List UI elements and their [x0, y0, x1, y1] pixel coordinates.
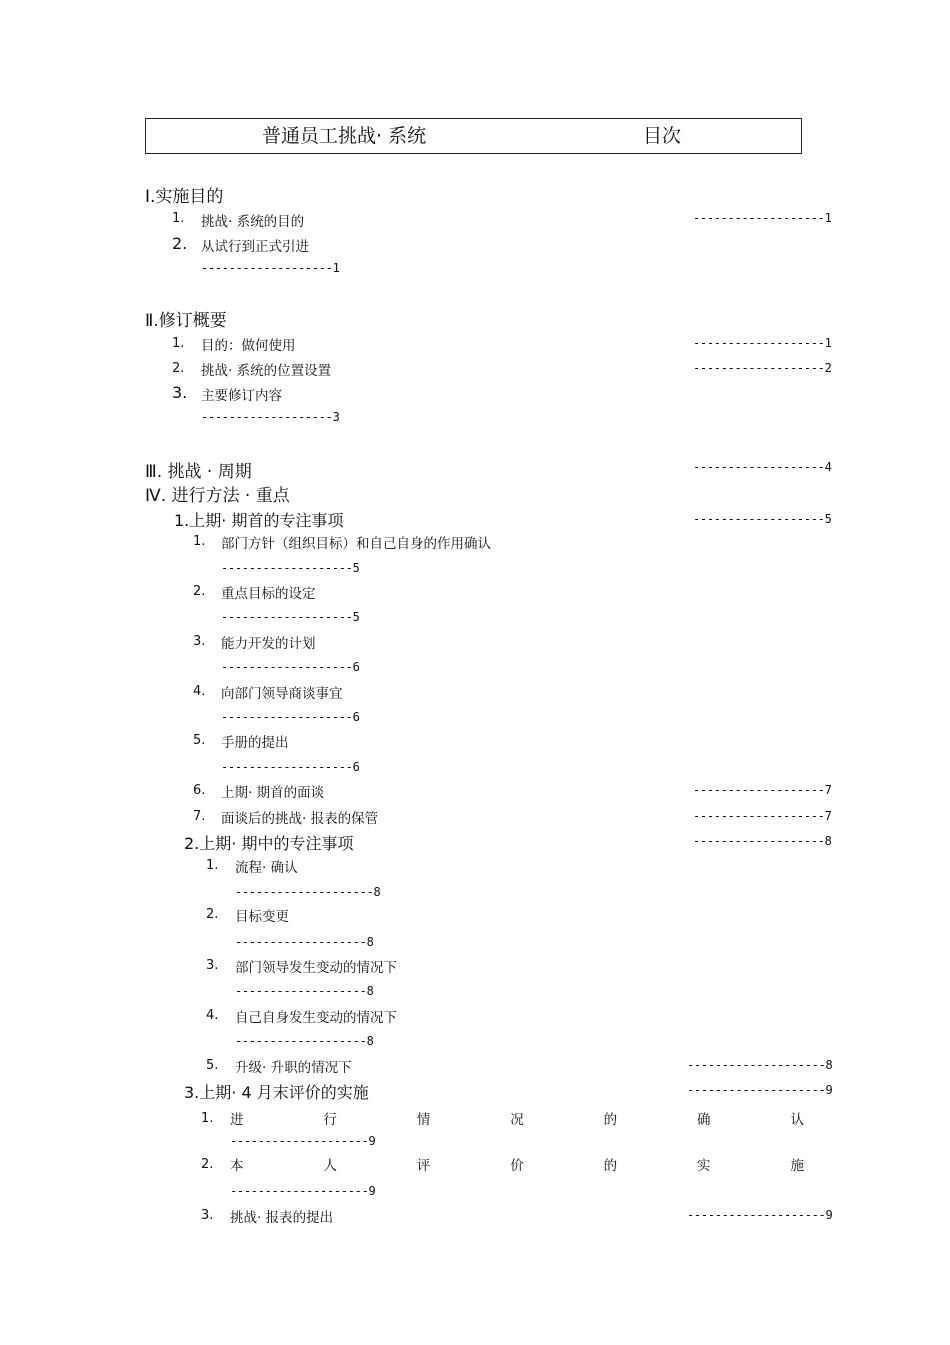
toc-item-text-justified [230, 1154, 804, 1174]
toc-item-number: 1. [193, 534, 206, 549]
toc-item-text: 挑战· 报表的提出 [230, 1210, 334, 1226]
toc-item-leader: -------------------8 [235, 984, 374, 998]
toc-item-text: 部门领导发生变动的情况下 [235, 960, 397, 976]
toc-char: 的 [603, 1112, 618, 1128]
toc-char: 本 [230, 1158, 244, 1174]
toc-item-number: 2. [201, 1157, 214, 1172]
toc-item-number: 2. [172, 361, 185, 376]
toc-item-leader: -------------------6 [221, 760, 360, 774]
toc-item-text: 自己自身发生变动的情况下 [235, 1010, 397, 1026]
toc-label: 目次 [643, 125, 682, 147]
toc-item-leader: -------------------4 [693, 460, 832, 474]
toc-char: 况 [510, 1112, 524, 1128]
toc-item-number: 3. [201, 1208, 214, 1223]
toc-char: 实 [697, 1158, 711, 1174]
toc-item-leader: --------------------9 [687, 1208, 833, 1222]
toc-item-number: 1. [206, 858, 219, 873]
toc-item-number: 1. [172, 211, 185, 226]
toc-char: 价 [510, 1158, 524, 1174]
toc-item-text: 从试行到正式引进 [201, 239, 309, 255]
toc-item-leader: -------------------1 [201, 261, 340, 275]
toc-item-number: 2. [193, 584, 206, 599]
toc-item-leader: -------------------8 [235, 1034, 374, 1048]
toc-item-text: 上期· 期首的面谈 [221, 785, 325, 801]
toc-char: 行 [323, 1112, 337, 1128]
toc-item-number: 2. [206, 907, 219, 922]
toc-item-leader: -------------------2 [693, 361, 832, 375]
toc-item-text: 向部门领导商谈事宜 [221, 686, 343, 702]
toc-item-text: 目标变更 [235, 909, 289, 925]
toc-item-leader: --------------------9 [230, 1134, 376, 1148]
toc-item-text: 挑战· 系统的目的 [201, 214, 305, 230]
toc-item-leader: -------------------6 [221, 660, 360, 674]
toc-item-leader: -------------------3 [201, 410, 340, 424]
toc-item-leader: -------------------1 [693, 211, 832, 225]
toc-item-leader: --------------------9 [230, 1184, 376, 1198]
toc-char: 评 [416, 1158, 431, 1174]
toc-item-number: 2. [172, 234, 188, 253]
subsection-title: 3.上期· 4 月末评价的实施 [184, 1083, 369, 1102]
toc-item-leader: -------------------7 [693, 783, 832, 797]
toc-header-box [145, 118, 802, 154]
toc-item-leader: -------------------6 [221, 710, 360, 724]
toc-item-number: 3. [206, 958, 219, 973]
toc-item-number: 5. [206, 1058, 219, 1073]
toc-char: 确 [697, 1112, 711, 1128]
toc-item-number: 1. [201, 1111, 214, 1126]
toc-item-number: 7. [193, 809, 206, 824]
toc-item-text: 面谈后的挑战· 报表的保管 [221, 811, 379, 827]
toc-item-leader: --------------------9 [687, 1083, 833, 1097]
toc-item-number: 4. [193, 684, 206, 699]
toc-char: 情 [416, 1112, 431, 1128]
document-title: 普通员工挑战· 系统 [262, 125, 427, 147]
toc-item-text: 流程· 确认 [235, 860, 298, 876]
toc-char: 认 [790, 1112, 804, 1128]
subsection-title: 1.上期· 期首的专注事项 [174, 511, 344, 530]
toc-item-text: 挑战· 系统的位置设置 [201, 363, 332, 379]
toc-item-number: 3. [193, 634, 206, 649]
toc-item-number: 4. [206, 1008, 219, 1023]
section-2-title: Ⅱ.修订概要 [145, 311, 227, 331]
toc-item-leader: -------------------8 [235, 935, 374, 949]
toc-item-leader: --------------------8 [235, 885, 381, 899]
toc-item-leader: -------------------1 [693, 336, 832, 350]
toc-item-leader: -------------------5 [693, 512, 832, 526]
toc-item-number: 1. [172, 336, 185, 351]
subsection-title: 2.上期· 期中的专注事项 [184, 834, 354, 853]
toc-item-text: 部门方针（组织目标）和自己自身的作用确认 [221, 536, 491, 552]
toc-item-text-justified [230, 1108, 804, 1128]
toc-item-text: 目的：做何使用 [201, 338, 296, 354]
section-4-title: Ⅳ. 进行方法 · 重点 [145, 486, 290, 506]
toc-char: 人 [323, 1158, 337, 1174]
toc-item-number: 6. [193, 783, 206, 798]
toc-item-number: 5. [193, 733, 206, 748]
toc-item-number: 3. [172, 383, 188, 402]
toc-item-leader: -------------------8 [693, 834, 832, 848]
toc-item-text: 升级· 升职的情况下 [235, 1060, 352, 1076]
toc-item-leader: --------------------8 [687, 1058, 833, 1072]
toc-char: 进 [230, 1112, 244, 1128]
toc-item-text: 重点目标的设定 [221, 586, 316, 602]
toc-item-text: 主要修订内容 [201, 388, 282, 404]
toc-item-text: 能力开发的计划 [221, 636, 316, 652]
toc-item-text: 手册的提出 [221, 735, 289, 751]
toc-char: 施 [790, 1158, 804, 1174]
toc-char: 的 [603, 1158, 618, 1174]
toc-item-leader: -------------------5 [221, 610, 360, 624]
section-3-title: Ⅲ. 挑战 · 周期 [145, 462, 252, 482]
toc-item-leader: -------------------5 [221, 561, 360, 575]
section-1-title: Ⅰ.实施目的 [145, 187, 224, 207]
toc-item-leader: -------------------7 [693, 809, 832, 823]
